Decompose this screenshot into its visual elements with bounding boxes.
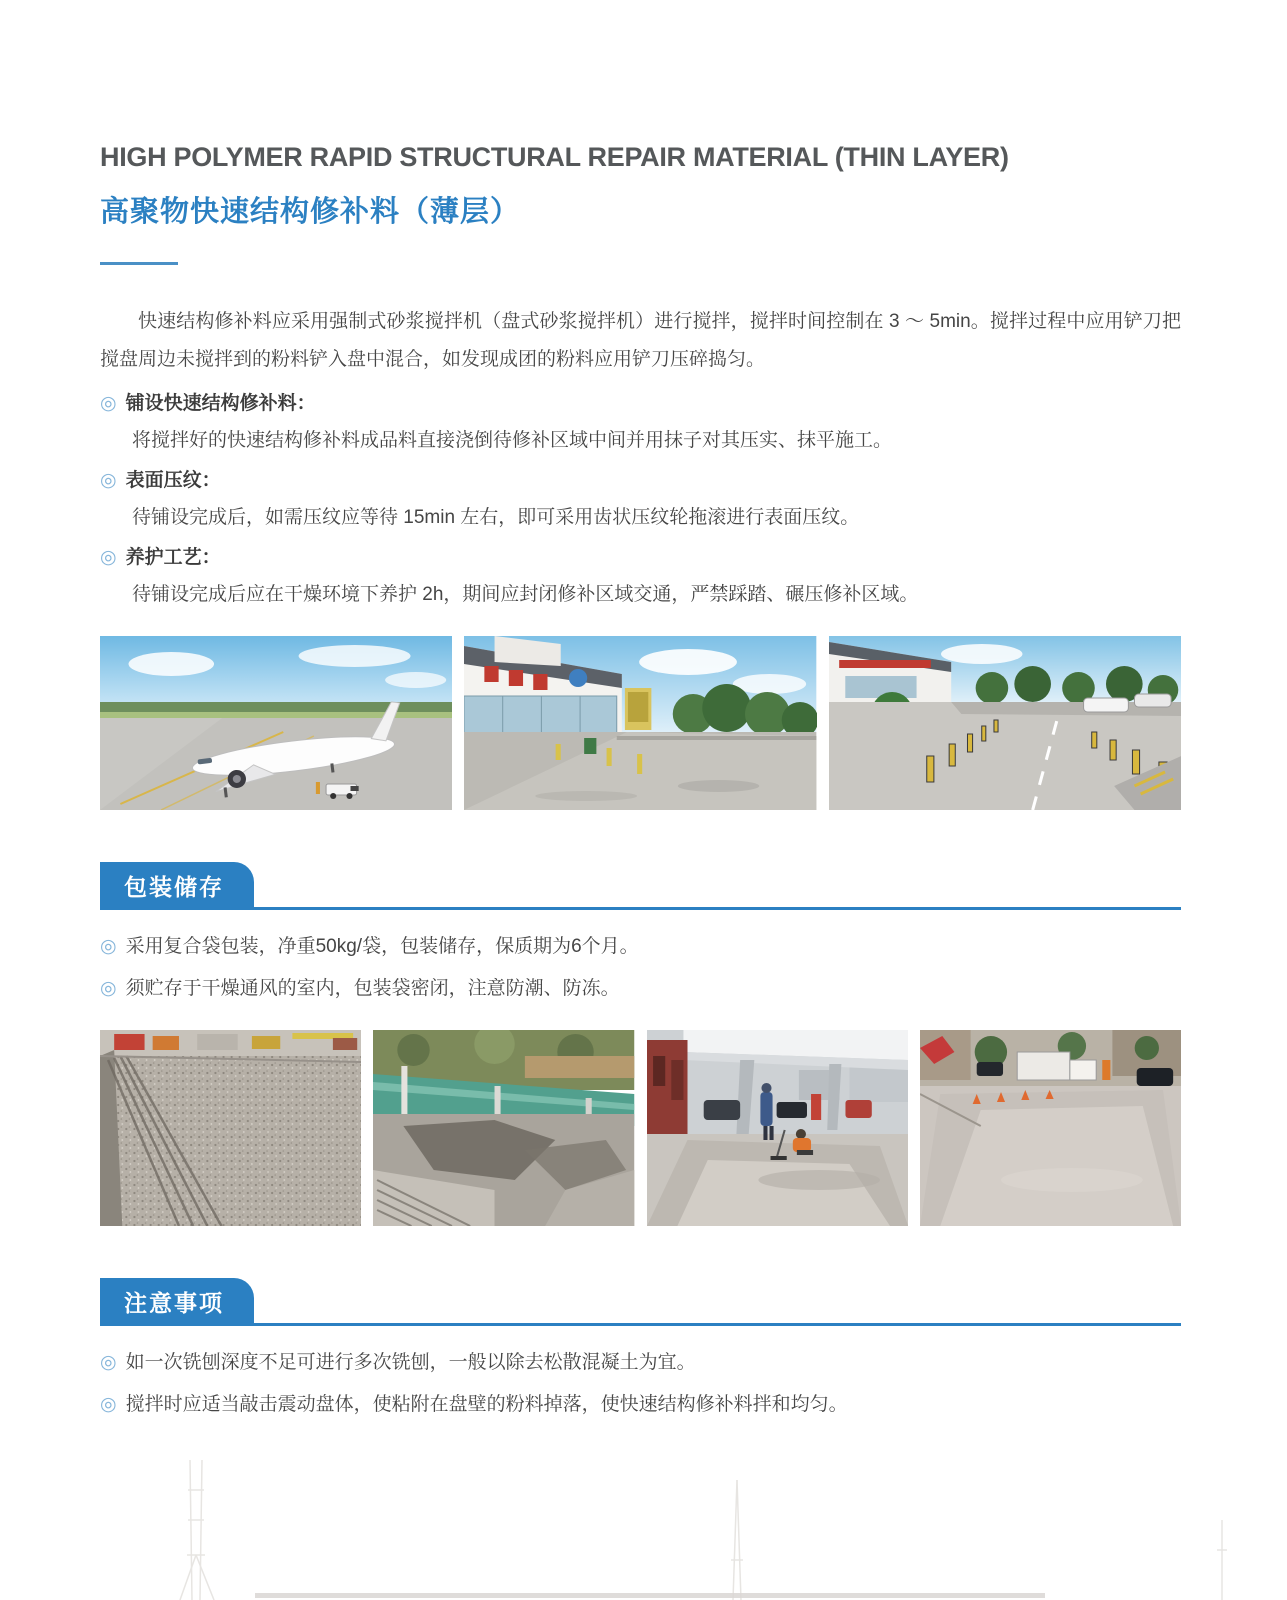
title-underline (100, 262, 178, 265)
list-item-label: 铺设快速结构修补料： (125, 393, 316, 415)
list-item-text: 采用复合袋包装，净重50kg/袋，包装储存，保质期为6个月。 (125, 936, 639, 958)
photo-row-construction (100, 1030, 1181, 1226)
section-precautions (100, 1278, 1181, 1420)
list-item (100, 1348, 1181, 1378)
page-title-en: HIGH POLYMER RAPID STRUCTURAL REPAIR MATERIAL (THIN LAYER) (100, 142, 1009, 172)
list-item-text: 待铺设完成后应在干燥环境下养护 2h，期间应封闭修补区域交通，严禁踩踏、碾压修补区域。 (132, 584, 919, 606)
ring-bullet-icon: ◎ (100, 1352, 117, 1374)
photo-gas-station-repair (647, 1030, 908, 1226)
ring-bullet-icon: ◎ (100, 393, 117, 415)
page-title-zh: 高聚物快速结构修补料（薄层） (100, 196, 521, 229)
list-item-text: 如一次铣刨深度不足可进行多次铣刨，一般以除去松散混凝土为宜。 (125, 1352, 696, 1374)
ring-bullet-icon: ◎ (100, 978, 117, 1000)
page-header (100, 142, 1181, 265)
ring-bullet-icon: ◎ (100, 936, 117, 958)
ring-bullet-icon: ◎ (100, 1394, 117, 1416)
list-item-text: 将搅拌好的快速结构修补料成品料直接浇倒待修补区域中间并用抹子对其压实、抹平施工。 (132, 430, 893, 452)
photo-service-area-building (464, 636, 816, 810)
list-item-text: 搅拌时应适当敲击震动盘体，使粘附在盘壁的粉料掉落，使快速结构修补料拌和均匀。 (125, 1394, 848, 1416)
section-header (100, 1278, 1181, 1326)
section-header (100, 862, 1181, 910)
list-item (100, 1390, 1181, 1420)
list-item (100, 932, 1181, 962)
footer-watermark-sketch (0, 1460, 1287, 1600)
section-title-tab: 包装储存 (100, 862, 254, 909)
ring-bullet-icon: ◎ (100, 470, 117, 492)
photo-row-applications (100, 636, 1181, 810)
list-item (100, 974, 1181, 1004)
photo-finished-pavement (920, 1030, 1181, 1226)
photo-milled-pavement (100, 1030, 361, 1226)
section-title-rule (100, 907, 1181, 910)
section-packaging-storage (100, 862, 1181, 1004)
list-item-text: 须贮存于干燥通风的室内，包装袋密闭，注意防潮、防冻。 (125, 978, 620, 1000)
list-item-text: 待铺设完成后，如需压纹应等待 15min 左右，即可采用齿状压纹轮拖滚进行表面压纹。 (132, 507, 860, 529)
photo-service-road-bollards (829, 636, 1181, 810)
list-item (100, 542, 1181, 573)
photo-airport-apron (100, 636, 452, 810)
list-item (100, 465, 1181, 496)
intro-paragraph: 快速结构修补料应采用强制式砂浆搅拌机（盘式砂浆搅拌机）进行搅拌，搅拌时间控制在 3 ～ 5min。搅拌过程中应用铲刀把搅盘周边未搅拌到的粉料铲入盘中混合，如发现成团的粉料应用铲刀压碎捣匀。 (100, 311, 1181, 371)
section-title-tab: 注意事项 (100, 1278, 254, 1325)
list-item (100, 388, 1181, 419)
ring-bullet-icon: ◎ (100, 547, 117, 569)
mixing-instructions (100, 303, 1181, 610)
list-item-label: 养护工艺： (125, 547, 221, 569)
list-item-label: 表面压纹： (125, 470, 221, 492)
section-title-rule (100, 1323, 1181, 1326)
photo-guardrail-pavement (373, 1030, 634, 1226)
